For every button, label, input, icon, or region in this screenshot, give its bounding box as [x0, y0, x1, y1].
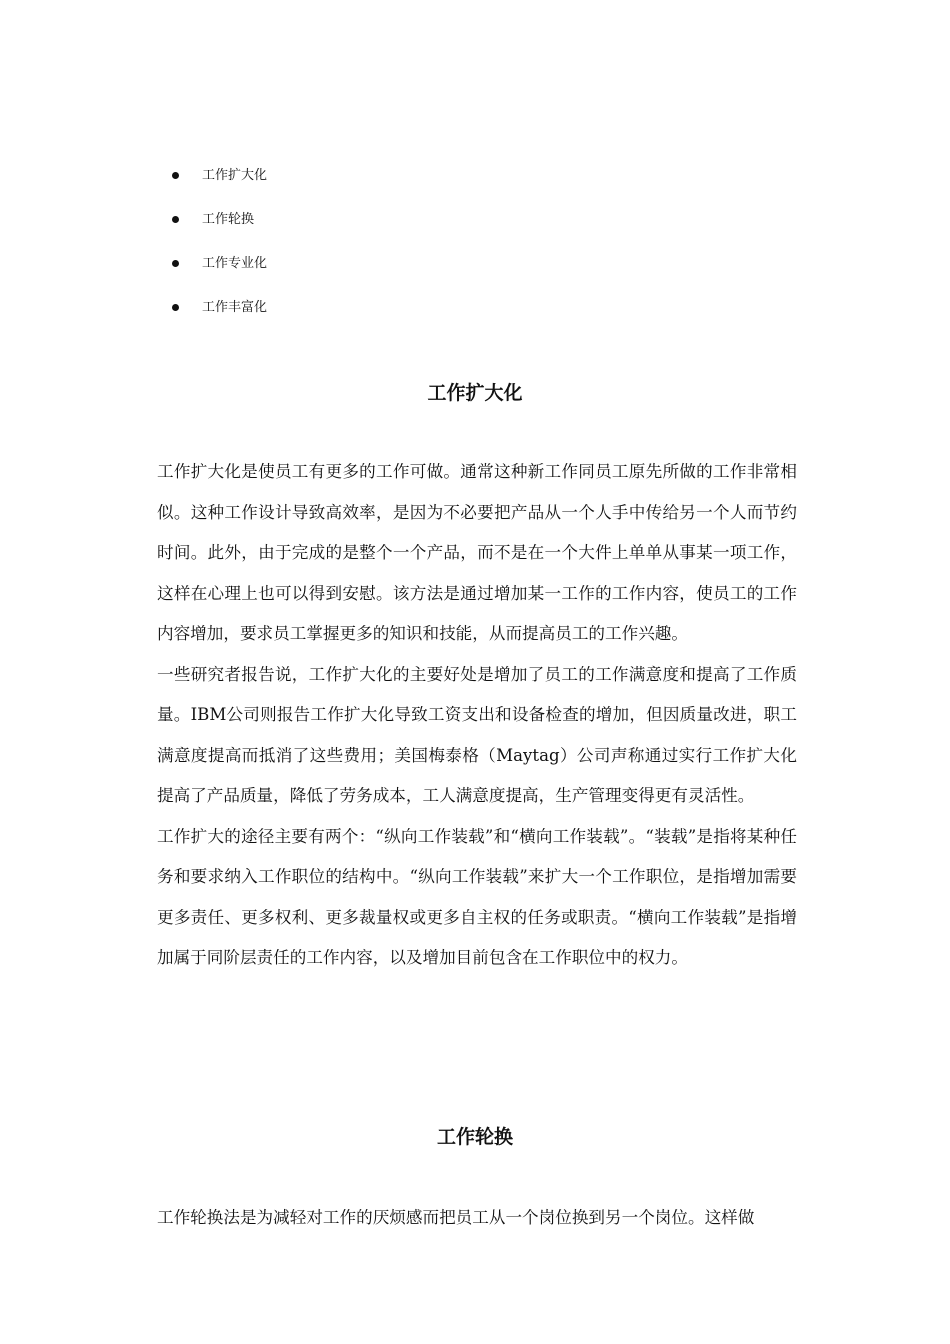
section-heading-job-enlargement: 工作扩大化	[427, 382, 523, 404]
toc-item[interactable]	[172, 207, 267, 251]
bullet-icon	[172, 216, 179, 223]
toc-item-label: 工作扩大化	[202, 168, 268, 183]
toc-item-label: 工作丰富化	[202, 300, 268, 315]
toc-item[interactable]	[172, 251, 267, 295]
body-paragraph: 工作扩大化是使员工有更多的工作可做。通常这种新工作同员工原先所做的工作非常相似。这种工作设计导致高效率，是因为不必要把产品从一个人手中传给另一个人而节约时间。此外，由于完成的是整个一个产品，而不是在一个大件上单单从事某一项工作，这样在心理上也可以得到安慰。该方法是通过增加某一工作的工作内容，使员工的工作内容增加，要求员工掌握更多的知识和技能，从而提高员工的工作兴趣。	[157, 462, 797, 643]
section-heading-job-rotation: 工作轮换	[436, 1126, 513, 1148]
section-body-job-rotation	[157, 1198, 797, 1239]
bullet-icon	[172, 304, 179, 311]
body-paragraph: 工作扩大的途径主要有两个：“纵向工作装载”和“横向工作装载”。“装载”是指将某种任务和要求纳入工作职位的结构中。“纵向工作装载”来扩大一个工作职位，是指增加需要更多责任、更多权利、更多裁量权或更多自主权的任务或职责。“横向工作装载”是指增加属于同阶层责任的工作内容，以及增加目前包含在工作职位中的权力。	[157, 826, 797, 967]
body-paragraph: 一些研究者报告说，工作扩大化的主要好处是增加了员工的工作满意度和提高了工作质量。IBM公司则报告工作扩大化导致工资支出和设备检查的增加，但因质量改进，职工满意度提高而抵消了这些费用；美国梅泰格（Maytag）公司声称通过实行工作扩大化提高了产品质量，降低了劳务成本，工人满意度提高，生产管理变得更有灵活性。	[157, 664, 797, 805]
bullet-icon	[172, 260, 179, 267]
toc-item[interactable]	[172, 295, 267, 339]
bullet-icon	[172, 172, 179, 179]
body-paragraph: 工作轮换法是为减轻对工作的厌烦感而把员工从一个岗位换到另一个岗位。这样做	[157, 1208, 755, 1227]
toc-item-label: 工作轮换	[202, 212, 255, 227]
section-body-job-enlargement	[157, 452, 797, 979]
toc-item-label: 工作专业化	[202, 256, 268, 271]
table-of-contents	[172, 163, 267, 339]
toc-item[interactable]	[172, 163, 267, 207]
